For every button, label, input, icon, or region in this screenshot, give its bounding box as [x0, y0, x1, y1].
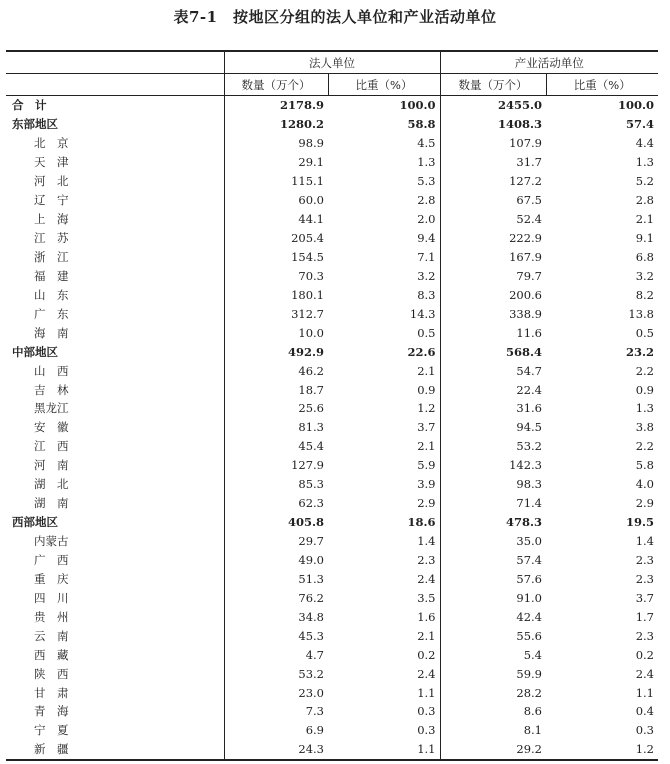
table-row: [6, 702, 658, 721]
cell-activity-share: 100.0: [617, 98, 654, 113]
cell-legal-share: 100.0: [399, 98, 436, 113]
cell-legal-share: 1.4: [417, 534, 436, 549]
cell-activity-count: 142.3: [440, 456, 546, 475]
cell-activity-count: 1408.3: [440, 115, 546, 134]
cell-legal-share: 5.3: [417, 174, 436, 189]
cell-activity-count: 5.4: [440, 645, 546, 664]
table-row: [6, 494, 658, 513]
cell-legal-share: 2.8: [417, 193, 436, 208]
cell-activity-share: 57.4: [625, 117, 654, 132]
cell-legal-count: 2178.9: [224, 96, 328, 115]
row-region-name: 西部地区: [12, 515, 58, 530]
header-legal-share: 比重（%）: [328, 74, 440, 96]
cell-activity-count: 91.0: [440, 588, 546, 607]
cell-legal-share: 3.5: [417, 590, 436, 605]
table-row: [6, 304, 658, 323]
cell-legal-count: 405.8: [224, 513, 328, 532]
table-title: 表7-1 按地区分组的法人单位和产业活动单位: [173, 8, 497, 26]
cell-activity-count: 478.3: [440, 513, 546, 532]
cell-activity-count: 31.6: [440, 399, 546, 418]
table-row: [6, 399, 658, 418]
cell-activity-count: 54.7: [440, 361, 546, 380]
cell-activity-count: 79.7: [440, 266, 546, 285]
cell-legal-share: 2.1: [417, 363, 436, 378]
table-row: [6, 532, 658, 551]
cell-legal-count: 29.1: [224, 153, 328, 172]
row-region-name: 云 南: [34, 628, 69, 643]
row-region-name: 广 西: [34, 552, 69, 567]
row-region-name: 西 藏: [34, 647, 69, 662]
cell-legal-count: 98.9: [224, 134, 328, 153]
cell-activity-count: 107.9: [440, 134, 546, 153]
cell-legal-count: 180.1: [224, 285, 328, 304]
table-row: [6, 210, 658, 229]
cell-legal-share: 3.2: [417, 268, 436, 283]
cell-legal-count: 127.9: [224, 456, 328, 475]
cell-activity-share: 3.7: [635, 590, 654, 605]
cell-legal-share: 1.3: [417, 155, 436, 170]
row-region-name: 河 北: [34, 174, 69, 189]
cell-legal-share: 58.8: [407, 117, 436, 132]
cell-activity-share: 8.2: [635, 287, 654, 302]
cell-legal-count: 312.7: [224, 304, 328, 323]
cell-legal-share: 7.1: [417, 249, 436, 264]
cell-legal-share: 0.9: [417, 382, 436, 397]
cell-activity-share: 23.2: [625, 344, 654, 359]
cell-activity-count: 338.9: [440, 304, 546, 323]
table-row: [6, 285, 658, 304]
cell-legal-share: 22.6: [407, 344, 436, 359]
cell-legal-share: 0.3: [417, 723, 436, 738]
cell-activity-share: 1.7: [635, 609, 654, 624]
row-region-name: 江 苏: [34, 231, 69, 246]
cell-activity-count: 11.6: [440, 323, 546, 342]
table-row-region-group: [6, 513, 658, 532]
row-region-name: 合 计: [12, 98, 47, 113]
cell-activity-share: 2.2: [635, 439, 654, 454]
row-region-name: 山 东: [34, 287, 69, 302]
cell-activity-share: 4.4: [635, 136, 654, 151]
table-row: [6, 418, 658, 437]
row-region-name: 黑龙江: [34, 401, 69, 416]
cell-legal-count: 34.8: [224, 607, 328, 626]
cell-activity-share: 4.0: [635, 477, 654, 492]
cell-activity-share: 0.3: [635, 723, 654, 738]
header-legal-units: 法人单位: [224, 51, 440, 74]
header-activity-count: 数量（万个）: [440, 74, 546, 96]
cell-legal-count: 25.6: [224, 399, 328, 418]
cell-legal-count: 76.2: [224, 588, 328, 607]
cell-legal-share: 2.4: [417, 571, 436, 586]
cell-activity-count: 59.9: [440, 664, 546, 683]
cell-activity-share: 2.3: [635, 552, 654, 567]
cell-activity-share: 0.2: [635, 647, 654, 662]
cell-legal-share: 1.1: [417, 685, 436, 700]
cell-legal-count: 1280.2: [224, 115, 328, 134]
table-row: [6, 437, 658, 456]
row-region-name: 重 庆: [34, 571, 69, 586]
header-blank-2: [6, 74, 224, 96]
row-region-name: 吉 林: [34, 382, 69, 397]
row-region-name: 广 东: [34, 306, 69, 321]
row-region-name: 宁 夏: [34, 723, 69, 738]
cell-legal-share: 8.3: [417, 287, 436, 302]
cell-activity-share: 0.5: [635, 325, 654, 340]
cell-legal-count: 49.0: [224, 551, 328, 570]
cell-activity-share: 1.4: [635, 534, 654, 549]
cell-activity-count: 8.1: [440, 721, 546, 740]
cell-legal-share: 2.3: [417, 552, 436, 567]
cell-activity-count: 42.4: [440, 607, 546, 626]
cell-activity-share: 19.5: [625, 515, 654, 530]
row-region-name: 中部地区: [12, 344, 58, 359]
cell-activity-count: 8.6: [440, 702, 546, 721]
row-region-name: 东部地区: [12, 117, 58, 132]
cell-legal-count: 46.2: [224, 361, 328, 380]
cell-legal-share: 1.6: [417, 609, 436, 624]
cell-legal-share: 0.3: [417, 704, 436, 719]
cell-activity-share: 2.3: [635, 628, 654, 643]
row-region-name: 新 疆: [6, 740, 224, 760]
cell-legal-share: 2.4: [417, 666, 436, 681]
row-region-name: 福 建: [34, 268, 69, 283]
table-row: [6, 569, 658, 588]
cell-legal-share: 5.9: [417, 458, 436, 473]
table-row-region-group: [6, 96, 658, 115]
row-region-name: 贵 州: [34, 609, 69, 624]
cell-activity-share: 1.3: [635, 401, 654, 416]
table-row-region-group: [6, 115, 658, 134]
cell-legal-share: 3.7: [417, 420, 436, 435]
row-region-name: 陕 西: [34, 666, 69, 681]
table-row: [6, 588, 658, 607]
cell-legal-count: 44.1: [224, 210, 328, 229]
cell-activity-count: 200.6: [440, 285, 546, 304]
table-row: [6, 380, 658, 399]
table-row: [6, 664, 658, 683]
cell-activity-count: 28.2: [440, 683, 546, 702]
cell-activity-count: 57.4: [440, 551, 546, 570]
cell-activity-share: 1.3: [635, 155, 654, 170]
header-legal-count: 数量（万个）: [224, 74, 328, 96]
table-row: [6, 134, 658, 153]
cell-legal-share: 2.0: [417, 212, 436, 227]
cell-activity-count: 55.6: [440, 626, 546, 645]
table-row: [6, 191, 658, 210]
cell-activity-share: 9.1: [635, 231, 654, 246]
cell-legal-count: 23.0: [224, 683, 328, 702]
cell-legal-count: 6.9: [224, 721, 328, 740]
cell-activity-count: 222.9: [440, 229, 546, 248]
cell-legal-share: 0.5: [417, 325, 436, 340]
table-row: [6, 475, 658, 494]
cell-activity-share: 2.9: [635, 496, 654, 511]
table-row: [6, 626, 658, 645]
table-row: [6, 645, 658, 664]
region-unit-table: [6, 50, 658, 761]
row-region-name: 上 海: [34, 212, 69, 227]
row-region-name: 湖 北: [34, 477, 69, 492]
table-row: [6, 323, 658, 342]
cell-activity-count: 52.4: [440, 210, 546, 229]
cell-activity-share: 3.8: [635, 420, 654, 435]
cell-legal-count: 51.3: [224, 569, 328, 588]
cell-legal-share: 0.2: [417, 647, 436, 662]
cell-legal-count: 81.3: [224, 418, 328, 437]
row-region-name: 天 津: [34, 155, 69, 170]
cell-legal-share: 2.9: [417, 496, 436, 511]
row-region-name: 浙 江: [34, 249, 69, 264]
cell-legal-count: 60.0: [224, 191, 328, 210]
row-region-name: 安 徽: [34, 420, 69, 435]
cell-activity-share: 1.2: [546, 740, 658, 760]
cell-activity-count: 167.9: [440, 248, 546, 267]
header-activity-units: 产业活动单位: [440, 51, 658, 74]
row-region-name: 北 京: [34, 136, 69, 151]
cell-activity-count: 98.3: [440, 475, 546, 494]
cell-legal-share: 2.1: [417, 628, 436, 643]
cell-activity-share: 5.8: [635, 458, 654, 473]
cell-legal-count: 24.3: [224, 740, 328, 760]
table-row: [6, 361, 658, 380]
cell-legal-share: 18.6: [407, 515, 436, 530]
cell-legal-count: 85.3: [224, 475, 328, 494]
cell-legal-count: 492.9: [224, 342, 328, 361]
table-row: [6, 740, 658, 760]
cell-activity-count: 71.4: [440, 494, 546, 513]
cell-activity-count: 53.2: [440, 437, 546, 456]
cell-activity-share: 13.8: [628, 306, 654, 321]
table-row: [6, 456, 658, 475]
cell-activity-share: 2.1: [635, 212, 654, 227]
cell-activity-count: 94.5: [440, 418, 546, 437]
cell-activity-count: 57.6: [440, 569, 546, 588]
cell-activity-share: 5.2: [635, 174, 654, 189]
cell-activity-share: 1.1: [635, 685, 654, 700]
row-region-name: 四 川: [34, 590, 69, 605]
cell-legal-share: 1.2: [417, 401, 436, 416]
table-header: [6, 51, 658, 96]
table-row: [6, 683, 658, 702]
cell-legal-count: 7.3: [224, 702, 328, 721]
cell-activity-count: 35.0: [440, 532, 546, 551]
cell-activity-count: 22.4: [440, 380, 546, 399]
cell-legal-share: 3.9: [417, 477, 436, 492]
row-region-name: 湖 南: [34, 496, 69, 511]
table-row: [6, 172, 658, 191]
cell-activity-share: 3.2: [635, 268, 654, 283]
cell-legal-count: 115.1: [224, 172, 328, 191]
cell-legal-count: 45.3: [224, 626, 328, 645]
cell-activity-count: 29.2: [440, 740, 546, 760]
cell-activity-share: 2.8: [635, 193, 654, 208]
table-row: [6, 248, 658, 267]
cell-legal-share: 2.1: [417, 439, 436, 454]
row-region-name: 青 海: [34, 704, 69, 719]
row-region-name: 内蒙古: [34, 534, 69, 549]
cell-legal-share: 4.5: [417, 136, 436, 151]
cell-legal-count: 18.7: [224, 380, 328, 399]
cell-legal-count: 53.2: [224, 664, 328, 683]
cell-legal-count: 4.7: [224, 645, 328, 664]
table-row: [6, 229, 658, 248]
cell-legal-share: 1.1: [328, 740, 440, 760]
table-row: [6, 153, 658, 172]
cell-legal-count: 62.3: [224, 494, 328, 513]
table-row: [6, 607, 658, 626]
table-row-region-group: [6, 342, 658, 361]
cell-legal-count: 70.3: [224, 266, 328, 285]
table-container: [6, 50, 658, 761]
cell-legal-count: 154.5: [224, 248, 328, 267]
row-region-name: 甘 肃: [34, 685, 69, 700]
row-region-name: 河 南: [34, 458, 69, 473]
cell-activity-count: 568.4: [440, 342, 546, 361]
cell-activity-count: 31.7: [440, 153, 546, 172]
row-region-name: 海 南: [34, 325, 69, 340]
cell-activity-share: 2.3: [635, 571, 654, 586]
cell-activity-count: 127.2: [440, 172, 546, 191]
table-row: [6, 721, 658, 740]
cell-legal-share: 9.4: [417, 231, 436, 246]
cell-legal-count: 10.0: [224, 323, 328, 342]
cell-activity-share: 0.9: [635, 382, 654, 397]
cell-activity-share: 2.4: [635, 666, 654, 681]
header-activity-share: 比重（%）: [546, 74, 658, 96]
cell-activity-share: 2.2: [635, 363, 654, 378]
cell-legal-count: 45.4: [224, 437, 328, 456]
row-region-name: 辽 宁: [34, 193, 69, 208]
table-row: [6, 551, 658, 570]
cell-activity-count: 2455.0: [440, 96, 546, 115]
row-region-name: 山 西: [34, 363, 69, 378]
cell-activity-count: 67.5: [440, 191, 546, 210]
header-blank: [6, 51, 224, 74]
cell-legal-count: 205.4: [224, 229, 328, 248]
row-region-name: 江 西: [34, 439, 69, 454]
cell-legal-count: 29.7: [224, 532, 328, 551]
cell-legal-share: 14.3: [409, 306, 436, 321]
table-body: [6, 96, 658, 760]
cell-activity-share: 6.8: [635, 249, 654, 264]
cell-activity-share: 0.4: [635, 704, 654, 719]
table-row: [6, 266, 658, 285]
